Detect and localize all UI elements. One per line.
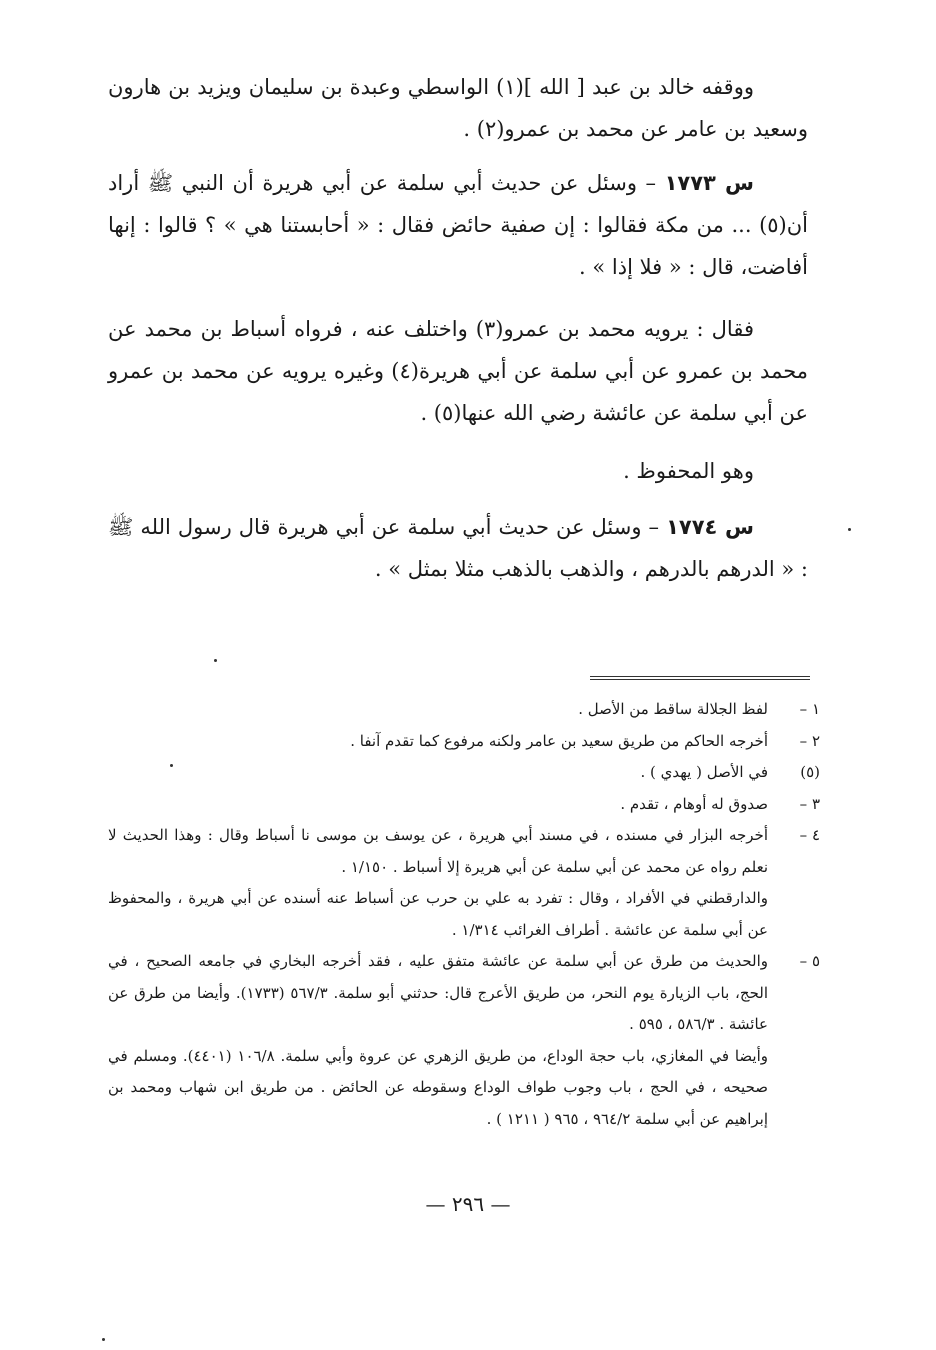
footnote-text: أخرجه الحاكم من طريق سعيد بن عامر ولكنه مرفوع كما تقدم آنفا . — [350, 731, 768, 750]
footnote-4-continued: والدارقطني في الأفراد ، وقال : تفرد به علي بن حرب عن أسباط عنه أسنده عن أبي هريرة ، والمحفوظ عن أبي سلمة عن عائشة . أطراف الغرائب ١/٣١٤ . — [108, 889, 768, 939]
question-number: س ١٧٧٤ — [666, 515, 754, 539]
footnote-mark: ١ – — [799, 700, 820, 718]
footnote-mark: ٤ – — [799, 826, 820, 844]
page-number: — ٢٩٦ — — [425, 1192, 511, 1216]
footnote-star — [108, 757, 820, 789]
question-number: س ١٧٧٣ — [664, 171, 754, 195]
question-1774 — [108, 506, 808, 590]
footnote-mark: (٥) — [800, 763, 820, 781]
footnote-4 — [108, 820, 820, 883]
footnote-mark: ٢ – — [799, 731, 820, 750]
paragraph-mahfuz: وهو المحفوظ . — [623, 459, 754, 483]
scan-speck — [102, 1338, 105, 1341]
footnote-text: لفظ الجلالة ساقط من الأصل . — [578, 700, 768, 718]
scan-speck — [848, 528, 851, 531]
footnote-5 — [108, 946, 820, 1041]
footnote-3 — [108, 789, 820, 821]
question-text: – وسئل عن حديث أبي سلمة عن أبي هريرة قال رسول الله ﷺ : « الدرهم بالدرهم ، والذهب بالذهب مثلا بمثل » . — [108, 515, 808, 581]
question-1773 — [108, 162, 808, 288]
answer-1773: فقال : يرويه محمد بن عمرو(٣) واختلف عنه ، فرواه أسباط بن محمد عن محمد بن عمرو عن أبي سلمة عن أبي هريرة(٤) وغيره يرويه عن محمد بن عمرو عن أبي سلمة عن عائشة رضي الله عنها(٥) . — [108, 317, 809, 425]
scan-speck — [214, 659, 217, 662]
footnote-mark: ٥ – — [799, 952, 820, 970]
paragraph-waqafahu: ووقفه خالد بن عبد [ الله ](١) الواسطي وعبدة بن سليمان ويزيد بن هارون وسعيد بن عامر عن محمد بن عمرو(٢) . — [108, 75, 808, 141]
footnote-mark: ٣ – — [799, 794, 820, 813]
footnote-text: صدوق له أوهام ، تقدم . — [620, 794, 768, 813]
footnote-1 — [108, 694, 820, 726]
footnote-5-continued: وأيضا في المغازي، باب حجة الوداع، من طريق الزهري عن عروة وأبي سلمة. ١٠٦/٨ (٤٤٠١). ومسلم في صحيحه ، في الحج ، باب وجوب طواف الوداع وسقوطه عن الحائض . من طريق ابن شهاب ومحمد بن إبراهيم عن أبي سلمة ٩٦٤/٢ ، ٩٦٥ ( ١٢١١ ) . — [108, 1046, 769, 1128]
footnote-2 — [108, 726, 820, 758]
footnote-text: في الأصل ( يهدي ) . — [640, 763, 768, 781]
footnotes — [108, 694, 820, 1135]
scan-speck — [170, 764, 173, 767]
footnote-separator — [590, 676, 810, 680]
question-text: – وسئل عن حديث أبي سلمة عن أبي هريرة أن النبي ﷺ أراد أن(٥) ... من مكة فقالوا : إن صفية حائض فقال : « أحابستنا هي » ؟ قالوا : إنها أفاضت، قال : « فلا إذا » . — [108, 171, 808, 279]
footnote-text: أخرجه البزار في مسنده ، في مسند أبي هريرة ، عن يوسف بن موسى نا أسباط وقال : وهذا الحديث لا نعلم رواه عن محمد عن أبي سلمة عن أبي هريرة إلا أسباط . ١/١٥٠ . — [108, 826, 768, 876]
footnote-text: والحديث من طرق عن أبي سلمة عن عائشة متفق عليه ، فقد أخرجه البخاري في جامعه الصحيح ، في الحج، باب الزيارة يوم النحر، من طريق الأعرج قال: حدثني أبو سلمة. ٥٦٧/٣ (١٧٣٣). وأيضا من طرق عن عائشة . ٥٨٦/٣ ، ٥٩٥ . — [108, 952, 768, 1033]
